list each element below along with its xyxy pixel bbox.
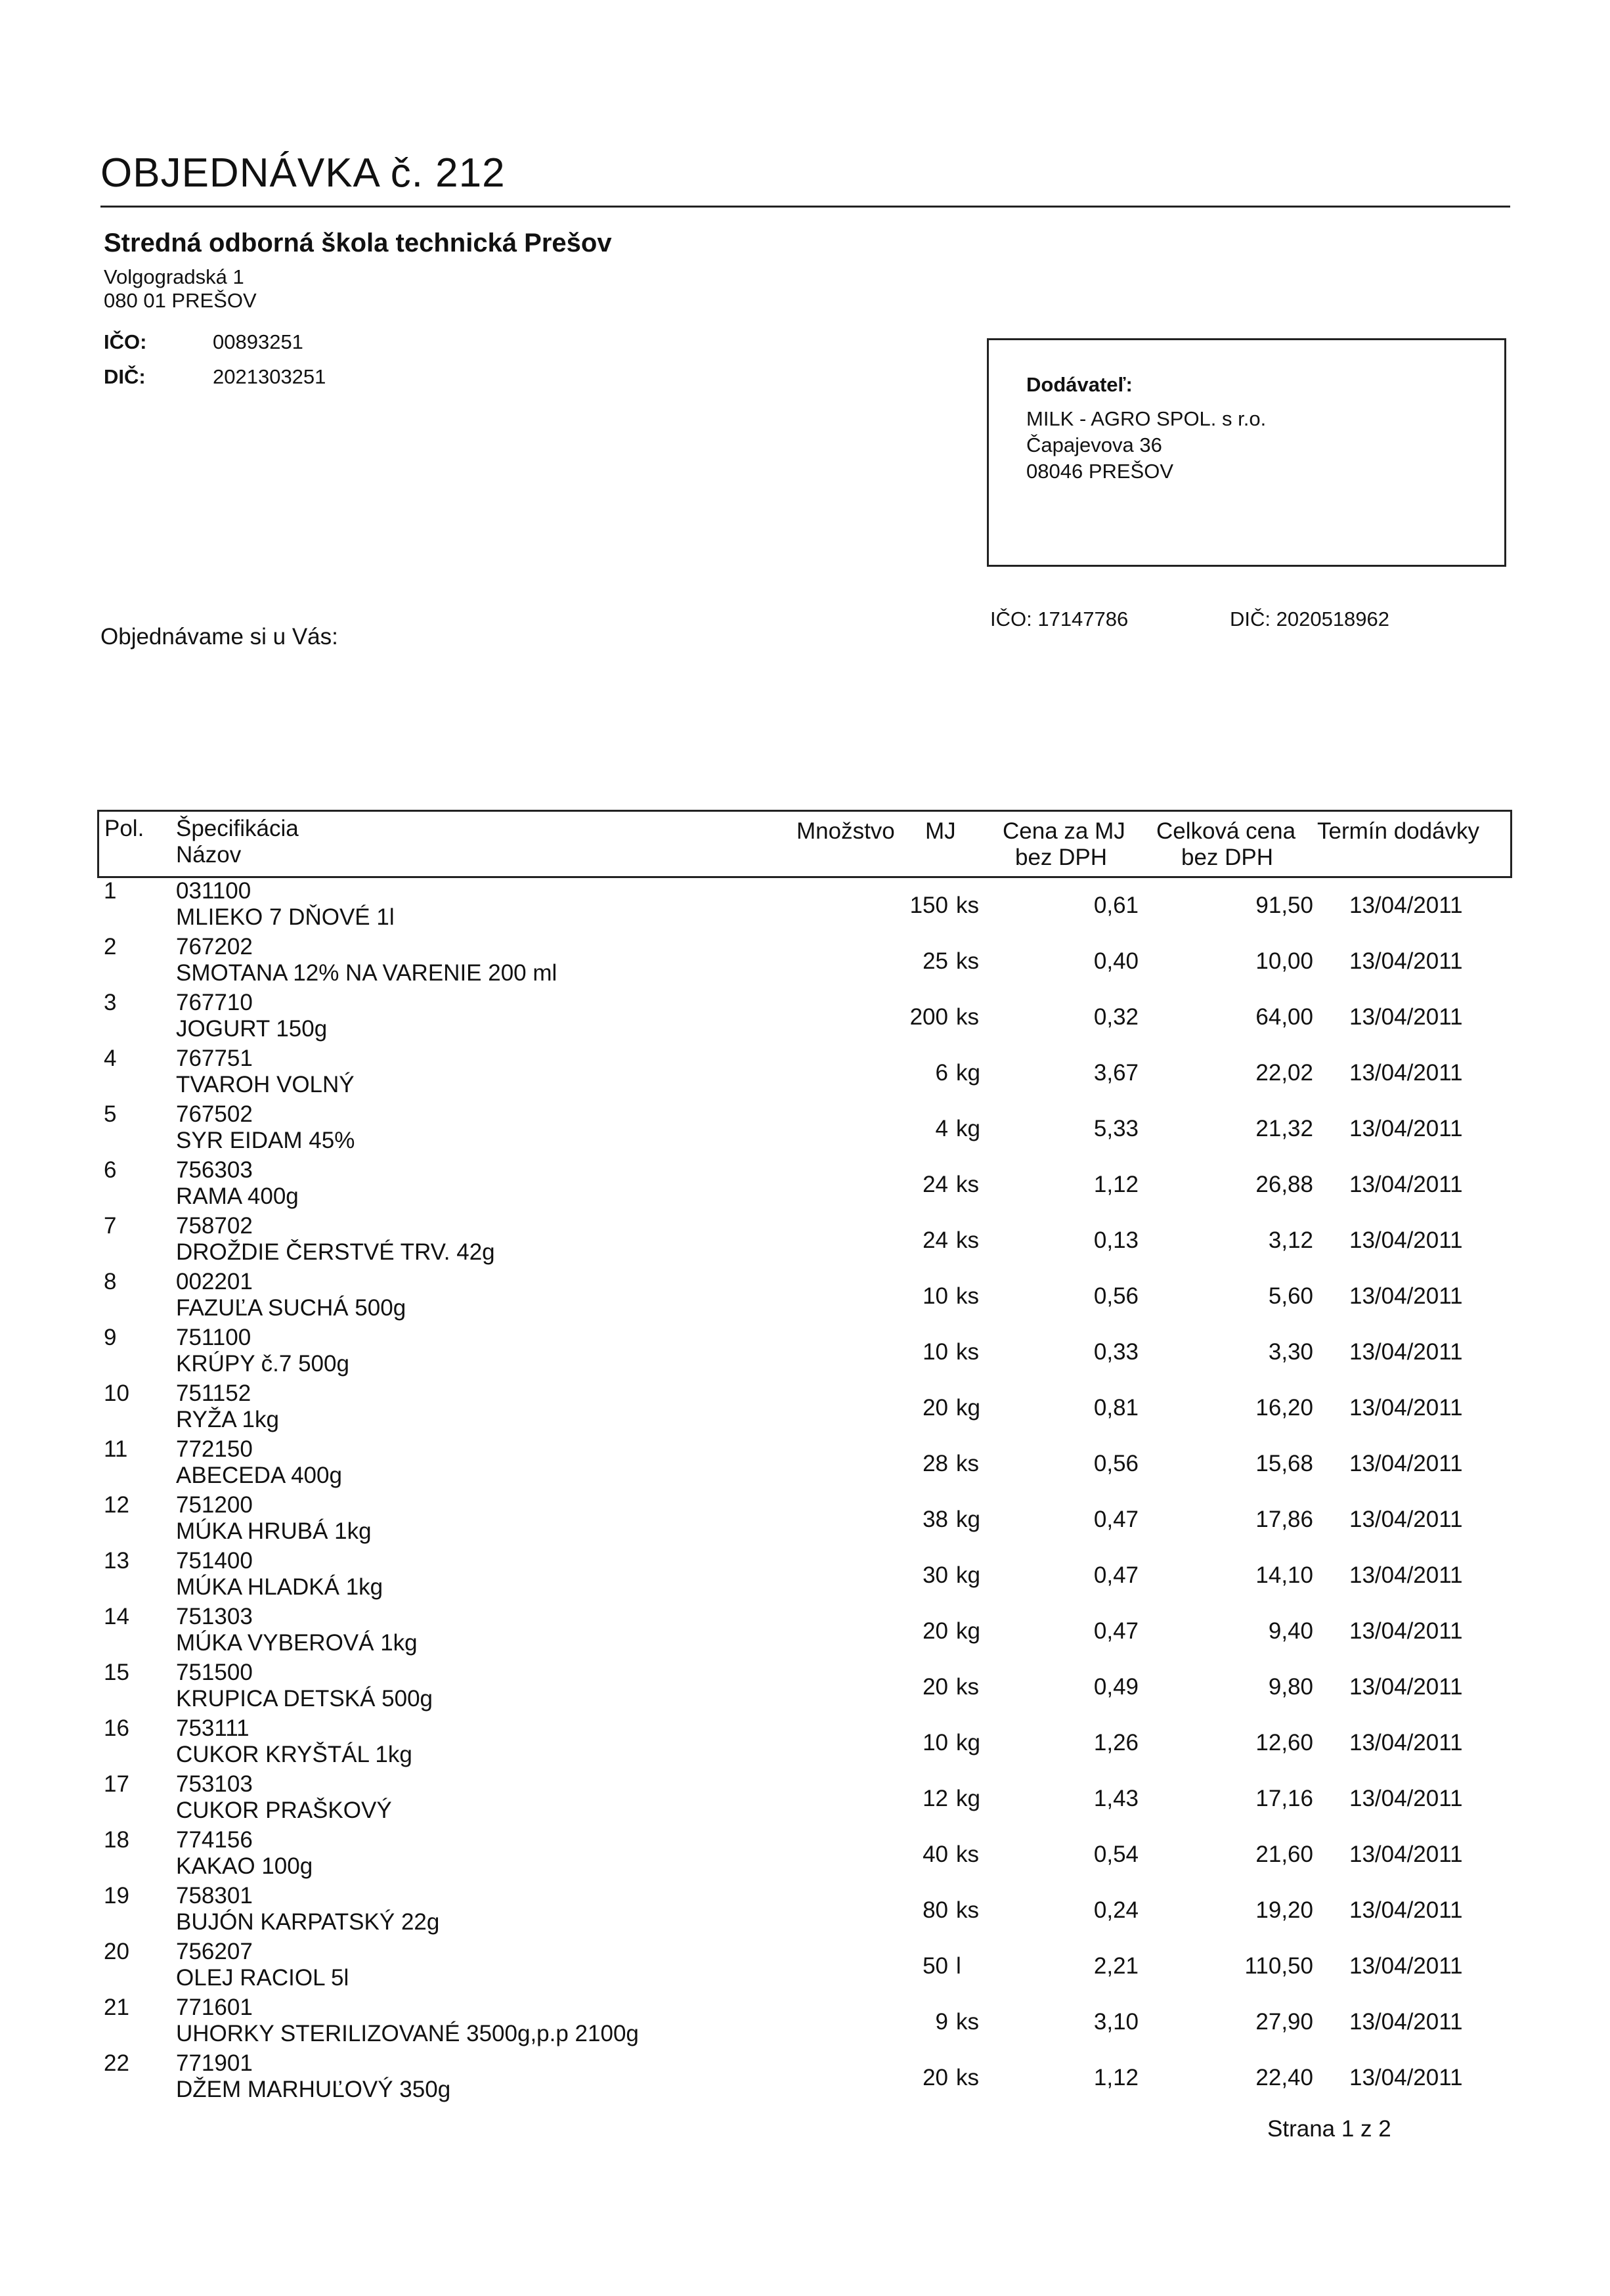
supplier-ico: IČO: 17147786 [990,607,1129,630]
header-name: Názov [176,842,242,868]
item-total-price: 9,40 [1268,1618,1313,1644]
item-delivery-date: 13/04/2011 [1349,893,1463,918]
item-delivery-date: 13/04/2011 [1349,1451,1463,1476]
table-row [0,1269,1610,1325]
item-unit-price: 0,81 [1093,1395,1139,1421]
table-row [0,1101,1610,1157]
item-total-price: 3,30 [1268,1339,1313,1365]
header-unit: MJ [925,818,956,844]
item-quantity: 24 [923,1227,948,1253]
table-row [0,1380,1610,1436]
item-quantity: 30 [923,1562,948,1588]
item-name: DROŽDIE ČERSTVÉ TRV. 42g [176,1239,495,1265]
item-delivery-date: 13/04/2011 [1349,1786,1463,1811]
item-code: 767710 [176,990,253,1015]
item-unit: ks [956,1283,979,1309]
document-title: OBJEDNÁVKA č. 212 [100,150,506,196]
item-name: SMOTANA 12% NA VARENIE 200 ml [176,960,557,986]
item-position: 6 [104,1157,117,1183]
table-row [0,878,1610,934]
item-code: 002201 [176,1269,253,1294]
item-quantity: 10 [923,1730,948,1755]
table-row [0,1436,1610,1492]
item-code: 772150 [176,1436,253,1462]
item-unit: kg [956,1562,980,1588]
item-quantity: 80 [923,1897,948,1923]
header-date: Termín dodávky [1317,818,1480,844]
item-unit: ks [956,2009,979,2035]
item-code: 758702 [176,1213,253,1239]
item-unit: kg [956,1507,980,1532]
item-unit-price: 0,56 [1093,1451,1139,1476]
item-unit-price: 1,12 [1093,2065,1139,2090]
table-row [0,1157,1610,1213]
item-total-price: 12,60 [1255,1730,1313,1755]
item-delivery-date: 13/04/2011 [1349,1116,1463,1141]
item-position: 2 [104,934,117,960]
item-unit-price: 0,47 [1093,1618,1139,1644]
item-total-price: 9,80 [1268,1674,1313,1700]
item-quantity: 20 [923,1674,948,1700]
item-name: RAMA 400g [176,1183,299,1209]
item-position: 9 [104,1325,117,1350]
item-quantity: 9 [935,2009,948,2035]
item-name: UHORKY STERILIZOVANÉ 3500g,p.p 2100g [176,2021,639,2046]
item-unit: ks [956,893,979,918]
item-delivery-date: 13/04/2011 [1349,2065,1463,2090]
item-unit-price: 0,24 [1093,1897,1139,1923]
item-code: 753103 [176,1771,253,1797]
table-row [0,1995,1610,2050]
item-unit: ks [956,1227,979,1253]
item-total-price: 5,60 [1268,1283,1313,1309]
item-delivery-date: 13/04/2011 [1349,1674,1463,1700]
item-code: 771601 [176,1995,253,2020]
item-quantity: 50 [923,1953,948,1979]
item-unit: kg [956,1060,980,1086]
item-delivery-date: 13/04/2011 [1349,2009,1463,2035]
item-delivery-date: 13/04/2011 [1349,1730,1463,1755]
item-total-price: 17,86 [1255,1507,1313,1532]
item-position: 12 [104,1492,129,1518]
item-total-price: 27,90 [1255,2009,1313,2035]
header-spec: Špecifikácia [176,816,299,841]
item-code: 031100 [176,878,251,904]
buyer-dic-label: DIČ: [104,365,146,388]
item-unit-price: 0,47 [1093,1507,1139,1532]
item-code: 756207 [176,1939,253,1964]
item-position: 13 [104,1548,129,1574]
item-unit: kg [956,1395,980,1421]
item-unit-price: 0,56 [1093,1283,1139,1309]
item-code: 751303 [176,1604,253,1629]
item-position: 3 [104,990,117,1015]
item-quantity: 24 [923,1172,948,1197]
item-unit-price: 0,33 [1093,1339,1139,1365]
item-unit: kg [956,1116,980,1141]
header-price-sub: bez DPH [1015,845,1108,870]
item-unit: kg [956,1730,980,1755]
item-unit: ks [956,1451,979,1476]
item-name: TVAROH VOLNÝ [176,1072,355,1097]
item-position: 15 [104,1660,129,1685]
table-row [0,1213,1610,1269]
item-unit-price: 3,10 [1093,2009,1139,2035]
page-number: Strana 1 z 2 [1267,2116,1391,2142]
item-position: 8 [104,1269,117,1294]
item-position: 10 [104,1380,129,1406]
item-delivery-date: 13/04/2011 [1349,1507,1463,1532]
item-delivery-date: 13/04/2011 [1349,1339,1463,1365]
item-code: 751152 [176,1380,251,1406]
header-qty: Množstvo [796,818,895,844]
item-name: MÚKA VYBEROVÁ 1kg [176,1630,418,1656]
item-name: KRÚPY č.7 500g [176,1351,349,1377]
item-delivery-date: 13/04/2011 [1349,1060,1463,1086]
item-total-price: 10,00 [1255,948,1313,974]
item-position: 1 [104,878,117,904]
item-unit: ks [956,2065,979,2090]
item-quantity: 38 [923,1507,948,1532]
item-position: 21 [104,1995,129,2020]
item-quantity: 6 [935,1060,948,1086]
item-position: 5 [104,1101,117,1127]
table-row [0,934,1610,990]
item-unit: ks [956,1172,979,1197]
item-code: 756303 [176,1157,253,1183]
header-price: Cena za MJ [1003,818,1125,844]
item-unit: kg [956,1786,980,1811]
table-row [0,1827,1610,1883]
supplier-label: Dodávateľ: [1026,373,1133,396]
item-name: KRUPICA DETSKÁ 500g [176,1686,433,1711]
item-delivery-date: 13/04/2011 [1349,1953,1463,1979]
item-unit-price: 0,47 [1093,1562,1139,1588]
item-delivery-date: 13/04/2011 [1349,1227,1463,1253]
title-divider [100,206,1510,208]
supplier-city: 08046 PREŠOV [1026,460,1174,483]
item-code: 767502 [176,1101,253,1127]
item-name: OLEJ RACIOL 5l [176,1965,349,1991]
item-unit: ks [956,948,979,974]
item-quantity: 25 [923,948,948,974]
table-row [0,1046,1610,1101]
buyer-ico-label: IČO: [104,330,147,353]
item-name: CUKOR KRYŠTÁL 1kg [176,1742,412,1767]
item-name: FAZUĽA SUCHÁ 500g [176,1295,406,1321]
supplier-dic: DIČ: 2020518962 [1230,607,1390,630]
header-pol: Pol. [104,816,144,841]
item-name: JOGURT 150g [176,1016,328,1042]
item-code: 751200 [176,1492,253,1518]
item-name: MLIEKO 7 DŇOVÉ 1l [176,904,395,930]
item-quantity: 20 [923,2065,948,2090]
item-delivery-date: 13/04/2011 [1349,948,1463,974]
item-unit: kg [956,1618,980,1644]
item-position: 4 [104,1046,117,1071]
item-name: ABECEDA 400g [176,1463,342,1488]
table-row [0,2050,1610,2106]
item-delivery-date: 13/04/2011 [1349,1172,1463,1197]
item-code: 751500 [176,1660,253,1685]
item-unit-price: 0,40 [1093,948,1139,974]
table-row [0,1325,1610,1380]
item-unit-price: 2,21 [1093,1953,1139,1979]
buyer-dic-value: 2021303251 [213,365,326,388]
item-position: 22 [104,2050,129,2076]
item-delivery-date: 13/04/2011 [1349,1395,1463,1421]
table-row [0,990,1610,1046]
item-total-price: 22,02 [1255,1060,1313,1086]
table-row [0,1883,1610,1939]
item-total-price: 3,12 [1268,1227,1313,1253]
table-row [0,1771,1610,1827]
item-total-price: 22,40 [1255,2065,1313,2090]
item-position: 18 [104,1827,129,1853]
item-unit: ks [956,1004,979,1030]
item-position: 11 [104,1436,128,1462]
item-delivery-date: 13/04/2011 [1349,1842,1463,1867]
table-row [0,1939,1610,1995]
item-quantity: 20 [923,1618,948,1644]
item-position: 17 [104,1771,129,1797]
item-code: 751100 [176,1325,251,1350]
item-code: 751400 [176,1548,253,1574]
item-quantity: 20 [923,1395,948,1421]
item-name: RYŽA 1kg [176,1407,279,1432]
item-position: 7 [104,1213,117,1239]
item-unit: l [956,1953,961,1979]
item-position: 16 [104,1715,129,1741]
item-position: 14 [104,1604,129,1629]
item-unit: ks [956,1674,979,1700]
item-unit-price: 0,54 [1093,1842,1139,1867]
item-unit-price: 1,43 [1093,1786,1139,1811]
item-name: CUKOR PRAŠKOVÝ [176,1798,392,1823]
item-name: MÚKA HLADKÁ 1kg [176,1574,383,1600]
table-header [97,810,1512,878]
buyer-street: Volgogradská 1 [104,265,244,288]
item-unit: ks [956,1339,979,1365]
table-row [0,1660,1610,1715]
supplier-name: MILK - AGRO SPOL. s r.o. [1026,407,1267,430]
item-unit-price: 5,33 [1093,1116,1139,1141]
item-total-price: 26,88 [1255,1172,1313,1197]
item-quantity: 10 [923,1283,948,1309]
item-unit: ks [956,1897,979,1923]
item-delivery-date: 13/04/2011 [1349,1004,1463,1030]
table-row [0,1492,1610,1548]
item-unit: ks [956,1842,979,1867]
item-delivery-date: 13/04/2011 [1349,1897,1463,1923]
item-quantity: 150 [909,893,948,918]
item-unit-price: 0,13 [1093,1227,1139,1253]
item-quantity: 4 [935,1116,948,1141]
item-unit-price: 3,67 [1093,1060,1139,1086]
item-code: 774156 [176,1827,253,1853]
item-delivery-date: 13/04/2011 [1349,1562,1463,1588]
item-total-price: 21,60 [1255,1842,1313,1867]
order-intro: Objednávame si u Vás: [100,624,338,650]
table-row [0,1715,1610,1771]
buyer-name: Stredná odborná škola technická Prešov [104,229,612,257]
item-position: 19 [104,1883,129,1909]
item-name: DŽEM MARHUĽOVÝ 350g [176,2077,451,2102]
item-name: KAKAO 100g [176,1853,313,1879]
header-total: Celková cena [1156,818,1296,844]
item-quantity: 200 [909,1004,948,1030]
item-code: 771901 [176,2050,253,2076]
item-delivery-date: 13/04/2011 [1349,1618,1463,1644]
item-unit-price: 1,12 [1093,1172,1139,1197]
item-quantity: 40 [923,1842,948,1867]
item-quantity: 12 [923,1786,948,1811]
table-row [0,1548,1610,1604]
table-row [0,1604,1610,1660]
supplier-street: Čapajevova 36 [1026,433,1162,456]
item-code: 753111 [176,1715,250,1741]
buyer-ico-value: 00893251 [213,330,303,353]
item-code: 758301 [176,1883,253,1909]
item-quantity: 10 [923,1339,948,1365]
item-name: BUJÓN KARPATSKÝ 22g [176,1909,440,1935]
item-total-price: 15,68 [1255,1451,1313,1476]
item-code: 767202 [176,934,253,960]
item-total-price: 19,20 [1255,1897,1313,1923]
item-code: 767751 [176,1046,253,1071]
item-name: SYR EIDAM 45% [176,1128,355,1153]
item-unit-price: 0,49 [1093,1674,1139,1700]
item-total-price: 21,32 [1255,1116,1313,1141]
item-delivery-date: 13/04/2011 [1349,1283,1463,1309]
item-unit-price: 0,32 [1093,1004,1139,1030]
item-total-price: 14,10 [1255,1562,1313,1588]
item-unit-price: 1,26 [1093,1730,1139,1755]
item-total-price: 110,50 [1244,1953,1313,1979]
item-total-price: 64,00 [1255,1004,1313,1030]
item-total-price: 91,50 [1255,893,1313,918]
item-total-price: 17,16 [1255,1786,1313,1811]
item-name: MÚKA HRUBÁ 1kg [176,1518,372,1544]
item-quantity: 28 [923,1451,948,1476]
buyer-city: 080 01 PREŠOV [104,289,257,312]
item-unit-price: 0,61 [1093,893,1139,918]
item-position: 20 [104,1939,129,1964]
item-total-price: 16,20 [1255,1395,1313,1421]
header-total-sub: bez DPH [1181,845,1274,870]
